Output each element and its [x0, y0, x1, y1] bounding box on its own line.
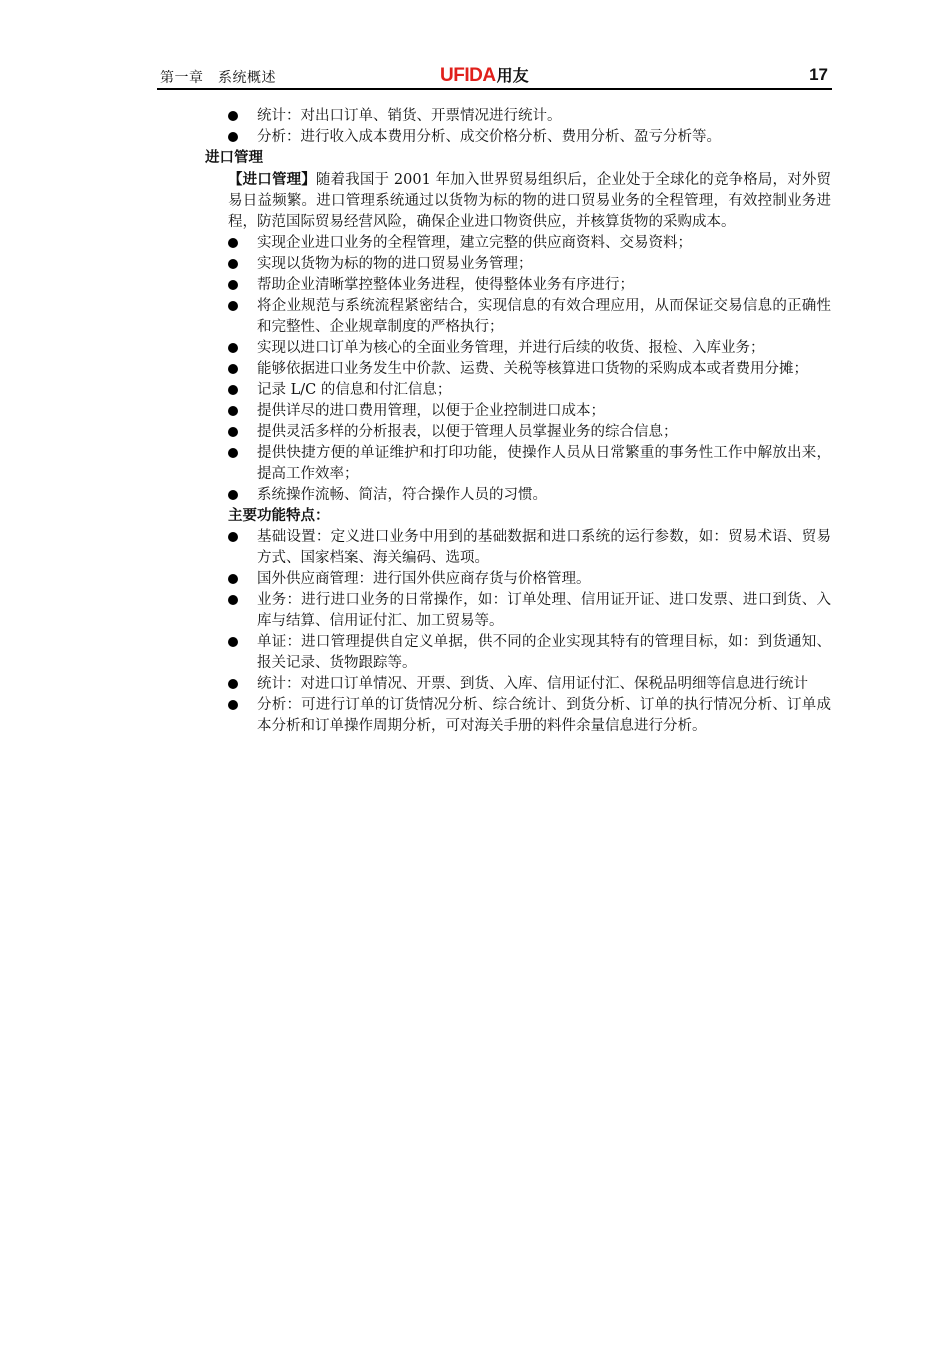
list-item: 分析：可进行订单的订货情况分析、综合统计、到货分析、订单的执行情况分析、订单成本分析和订单操作周期分析，可对海关手册的料件余量信息进行分析。 [205, 695, 831, 737]
list-item: 提供灵活多样的分析报表，以便于管理人员掌握业务的综合信息； [205, 422, 831, 443]
list-item: 能够依据进口业务发生中价款、运费、关税等核算进口货物的采购成本或者费用分摊； [205, 359, 831, 380]
import-intro: 【进口管理】随着我国于 2001 年加入世界贸易组织后，企业处于全球化的竞争格局，对外贸易日益频繁。进口管理系统通过以货物为标的物的进口贸易业务的全程管理，有效控制业务进程，防范国际贸易经营风险，确保企业进口物资供应，并核算货物的采购成本。 [228, 171, 831, 230]
bullet-icon [228, 700, 238, 710]
list-item: 统计：对出口订单、销货、开票情况进行统计。 [205, 106, 831, 127]
list-item: 实现以货物为标的物的进口贸易业务管理； [205, 254, 831, 275]
export-summary-list [205, 106, 831, 148]
bullet-icon [228, 259, 238, 269]
bullet-icon [228, 406, 238, 416]
bullet-icon [228, 574, 238, 584]
list-item: 记录 L/C 的信息和付汇信息； [205, 380, 831, 401]
bullet-icon [228, 490, 238, 500]
bullet-icon [228, 364, 238, 374]
bullet-icon [228, 343, 238, 353]
list-item: 统计：对进口订单情况、开票、到货、入库、信用证付汇、保税品明细等信息进行统计 [205, 674, 831, 695]
bullet-icon [228, 280, 238, 290]
import-benefits-list [205, 233, 831, 506]
page-header [157, 62, 832, 90]
features-list [205, 527, 831, 737]
import-section-title: 进口管理 [205, 150, 263, 166]
logo-brand: UFIDA [440, 65, 496, 86]
bullet-icon [228, 238, 238, 248]
list-item: 帮助企业清晰掌控整体业务进程，使得整体业务有序进行； [205, 275, 831, 296]
logo-brand-cn: 用友 [496, 68, 529, 85]
bullet-icon [228, 448, 238, 458]
ufida-logo [440, 63, 529, 87]
bullet-icon [228, 111, 238, 121]
list-item: 单证：进口管理提供自定义单据，供不同的企业实现其特有的管理目标，如：到货通知、报关记录、货物跟踪等。 [205, 632, 831, 674]
bullet-icon [228, 301, 238, 311]
list-item: 国外供应商管理：进行国外供应商存货与价格管理。 [205, 569, 831, 590]
bullet-icon [228, 532, 238, 542]
features-title: 主要功能特点： [228, 508, 330, 524]
list-item: 分析：进行收入成本费用分析、成交价格分析、费用分析、盈亏分析等。 [205, 127, 831, 148]
list-item: 实现以进口订单为核心的全面业务管理，并进行后续的收货、报检、入库业务； [205, 338, 831, 359]
list-item: 实现企业进口业务的全程管理，建立完整的供应商资料、交易资料； [205, 233, 831, 254]
list-item: 基础设置：定义进口业务中用到的基础数据和进口系统的运行参数，如：贸易术语、贸易方式、国家档案、海关编码、选项。 [205, 527, 831, 569]
list-item: 提供快捷方便的单证维护和打印功能，使操作人员从日常繁重的事务性工作中解放出来，提高工作效率； [205, 443, 831, 485]
list-item: 提供详尽的进口费用管理，以便于企业控制进口成本； [205, 401, 831, 422]
bullet-icon [228, 132, 238, 142]
page-number: 17 [809, 65, 828, 84]
list-item: 将企业规范与系统流程紧密结合，实现信息的有效合理应用，从而保证交易信息的正确性和完整性、企业规章制度的严格执行； [205, 296, 831, 338]
list-item: 系统操作流畅、简洁，符合操作人员的习惯。 [205, 485, 831, 506]
bullet-icon [228, 595, 238, 605]
bullet-icon [228, 679, 238, 689]
page-content [205, 106, 831, 737]
bullet-icon [228, 427, 238, 437]
bullet-icon [228, 385, 238, 395]
chapter-title: 第一章 系统概述 [160, 70, 276, 86]
bullet-icon [228, 637, 238, 647]
list-item: 业务：进行进口业务的日常操作，如：订单处理、信用证开证、进口发票、进口到货、入库与结算、信用证付汇、加工贸易等。 [205, 590, 831, 632]
